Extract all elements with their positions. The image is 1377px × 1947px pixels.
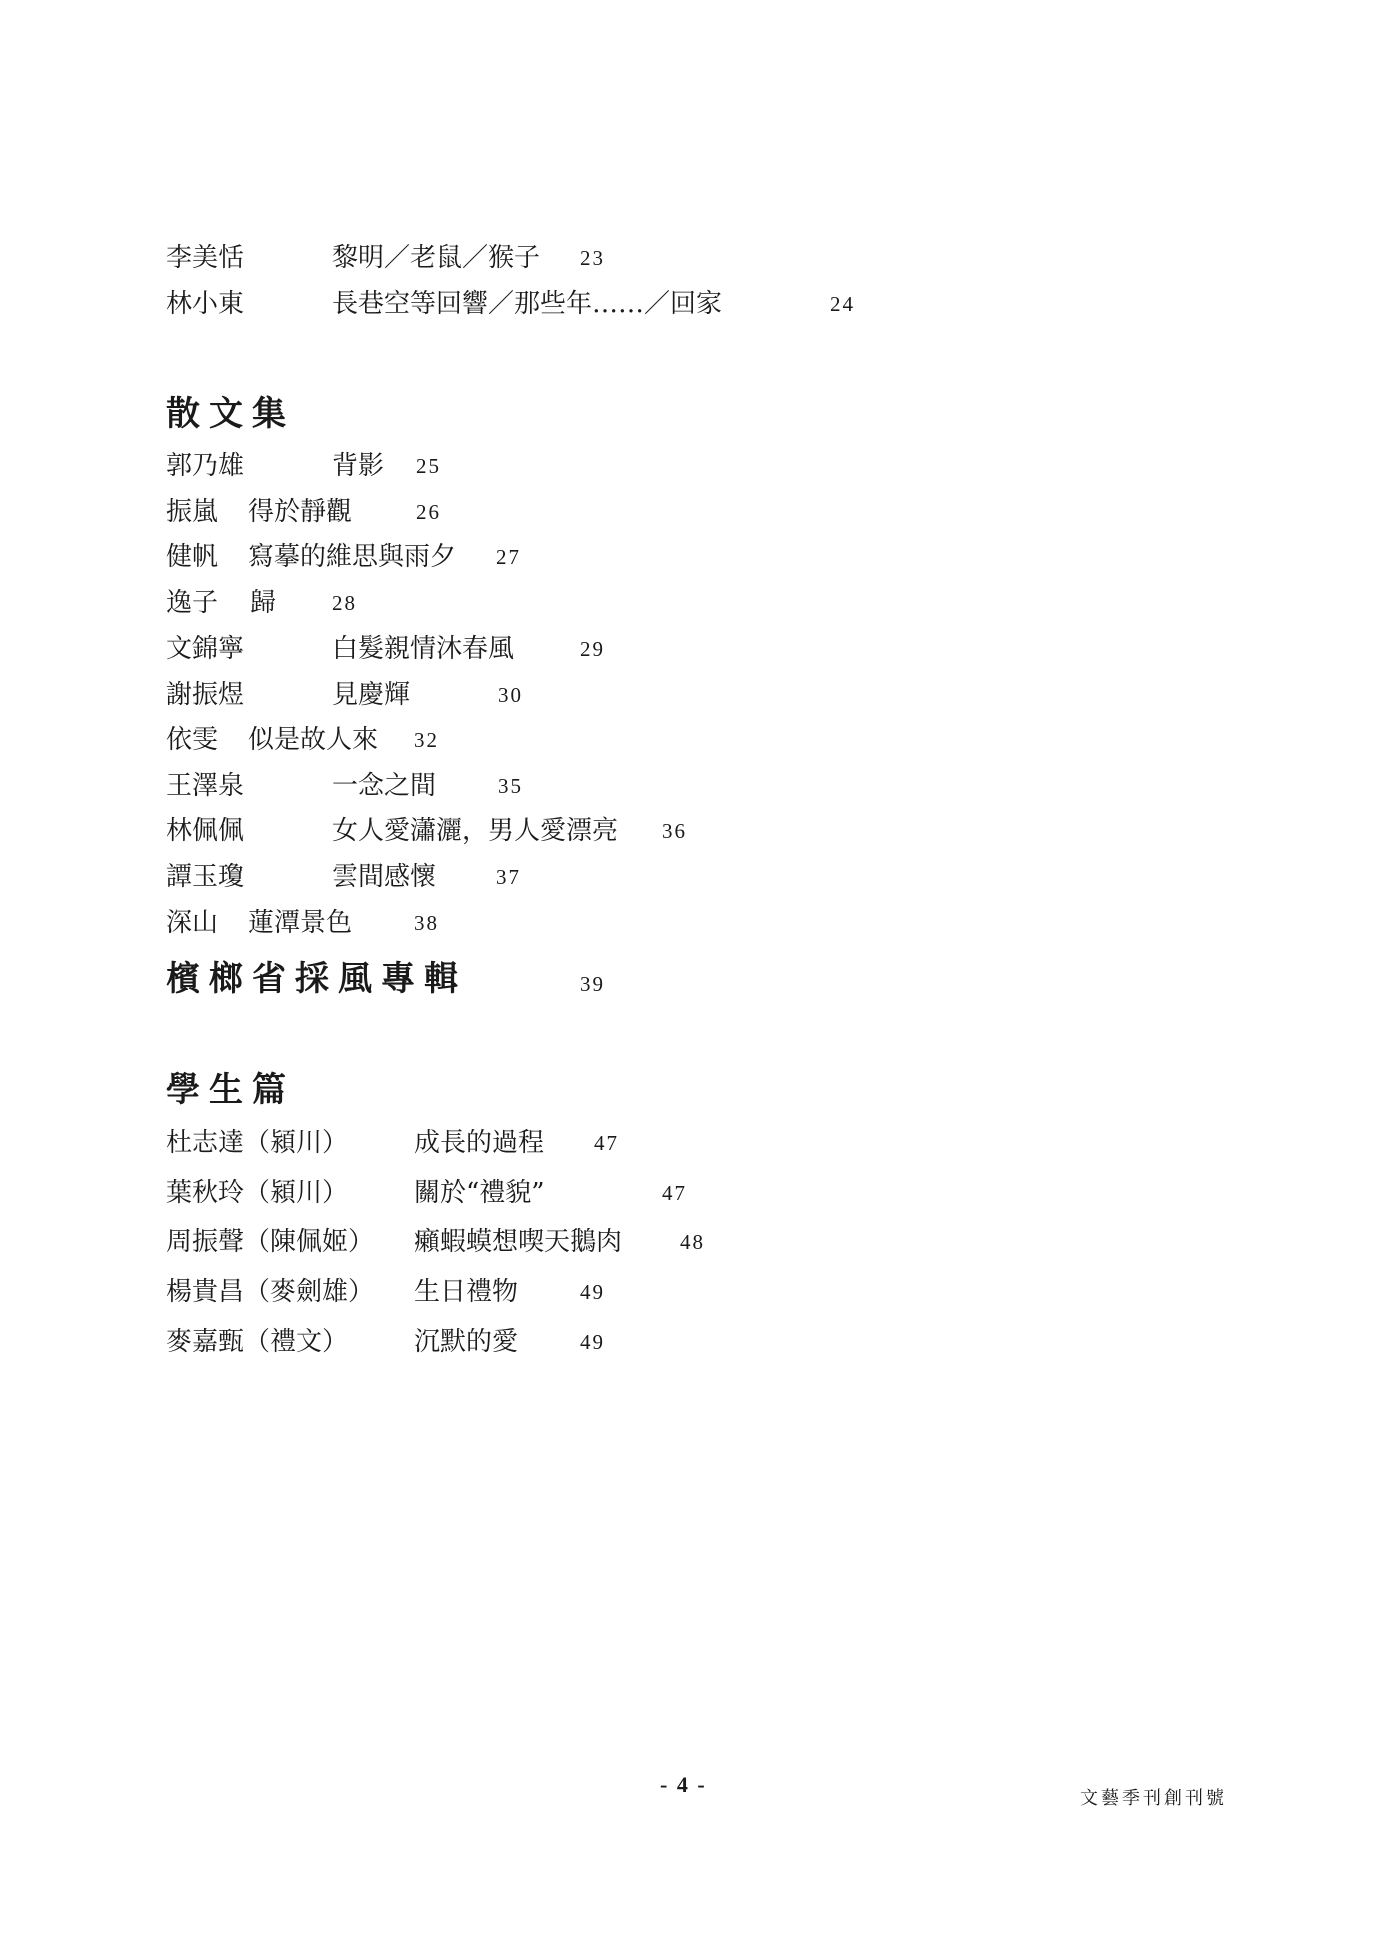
entry-page: 28 xyxy=(332,591,357,615)
entry-author: 振嵐 xyxy=(166,497,219,527)
entry-author: 譚玉瓊 xyxy=(166,862,245,892)
entry-author: 文錦寧 xyxy=(166,634,245,664)
entry-title: 癩蝦蟆想喫天鵝肉 xyxy=(414,1227,623,1257)
entry-title: 長巷空等回響／那些年……／回家 xyxy=(332,289,723,319)
entry-author: 林小東 xyxy=(166,289,245,319)
entry-title: 歸 xyxy=(250,588,277,618)
entry-title: 沉默的愛 xyxy=(414,1327,519,1357)
entry-page: 24 xyxy=(830,292,855,316)
entry-author: 謝振煜 xyxy=(166,680,245,710)
entry-page: 47 xyxy=(594,1131,619,1155)
entry-author: 楊貴昌（麥劍雄） xyxy=(166,1277,375,1307)
entry-title: 雲間感懷 xyxy=(332,862,437,892)
entry-author: 王澤泉 xyxy=(166,771,245,801)
entry-author: 林佩佩 xyxy=(166,816,245,846)
entry-page: 37 xyxy=(496,865,521,889)
entry-title: 寫摹的維思與雨夕 xyxy=(248,542,457,572)
entry-author: 杜志達（潁川） xyxy=(166,1128,349,1158)
section-heading-special: 檳榔省採風專輯 xyxy=(166,959,467,999)
entry-page: 47 xyxy=(662,1181,687,1205)
page-number: - 4 - xyxy=(660,1772,707,1797)
entry-author: 葉秋玲（潁川） xyxy=(166,1178,349,1208)
entry-title: 關於“禮貌” xyxy=(414,1178,545,1208)
entry-title: 女人愛瀟灑，男人愛漂亮 xyxy=(332,816,619,846)
entry-title: 白髮親情沐春風 xyxy=(332,634,515,664)
entry-page: 48 xyxy=(680,1230,705,1254)
entry-page: 32 xyxy=(414,728,439,752)
section-heading-essays: 散文集 xyxy=(166,394,295,434)
entry-title: 蓮潭景色 xyxy=(248,908,353,938)
entry-page: 35 xyxy=(498,774,523,798)
entry-page: 39 xyxy=(580,972,605,996)
entry-page: 49 xyxy=(580,1330,605,1354)
entry-page: 25 xyxy=(416,454,441,478)
entry-author: 健帆 xyxy=(166,542,219,572)
entry-author: 逸子 xyxy=(166,588,219,618)
entry-title: 生日禮物 xyxy=(414,1277,519,1307)
publication-title: 文藝季刊創刊號 xyxy=(1080,1788,1227,1809)
entry-page: 29 xyxy=(580,637,605,661)
entry-title: 得於靜觀 xyxy=(248,497,353,527)
entry-title: 成長的過程 xyxy=(414,1128,545,1158)
entry-author: 周振聲（陳佩姬） xyxy=(166,1227,375,1257)
entry-title: 黎明／老鼠／猴子 xyxy=(332,243,541,273)
entry-title: 似是故人來 xyxy=(248,725,379,755)
entry-author: 深山 xyxy=(166,908,219,938)
entry-title: 見慶輝 xyxy=(332,680,411,710)
entry-page: 26 xyxy=(416,500,441,524)
section-heading-students: 學生篇 xyxy=(166,1070,295,1110)
entry-page: 38 xyxy=(414,911,439,935)
entry-author: 郭乃雄 xyxy=(166,451,245,481)
entry-page: 23 xyxy=(580,246,605,270)
entry-author: 依雯 xyxy=(166,725,219,755)
entry-title: 一念之間 xyxy=(332,771,437,801)
entry-author: 李美恬 xyxy=(166,243,245,273)
entry-page: 49 xyxy=(580,1280,605,1304)
entry-page: 36 xyxy=(662,819,687,843)
entry-page: 30 xyxy=(498,683,523,707)
entry-title: 背影 xyxy=(332,451,385,481)
entry-page: 27 xyxy=(496,545,521,569)
entry-author: 麥嘉甄（禮文） xyxy=(166,1327,349,1357)
